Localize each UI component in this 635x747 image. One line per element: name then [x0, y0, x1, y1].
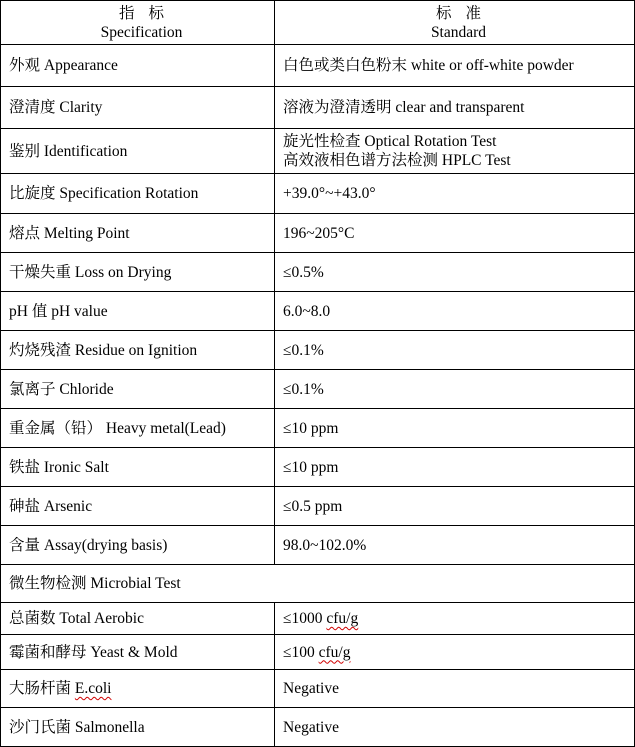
- microbial-test-heading: 微生物检测 Microbial Test: [1, 565, 635, 603]
- standard-cell: Negative: [275, 670, 635, 708]
- standard-cell: +39.0°~+43.0°: [275, 174, 635, 214]
- table-row: [1, 174, 635, 214]
- spec-cell: 沙门氏菌 Salmonella: [1, 708, 275, 747]
- section-heading-row: [1, 565, 635, 603]
- standard-cell: 6.0~8.0: [275, 292, 635, 331]
- spec-cell: 重金属（铅） Heavy metal(Lead): [1, 409, 275, 448]
- standard-header: [275, 1, 635, 45]
- spec-cell: 干燥失重 Loss on Drying: [1, 253, 275, 292]
- table-header-row: [1, 1, 635, 45]
- standard-cell: 白色或类白色粉末 white or off-white powder: [275, 45, 635, 87]
- standard-cell: [275, 129, 635, 174]
- table-row: [1, 87, 635, 129]
- table-row: [1, 448, 635, 487]
- standard-cell: [275, 635, 635, 670]
- standard-cell: 98.0~102.0%: [275, 526, 635, 565]
- spec-cell: 澄清度 Clarity: [1, 87, 275, 129]
- table-row: [1, 214, 635, 253]
- spec-cell: pH 值 pH value: [1, 292, 275, 331]
- spec-zh: 大肠杆菌: [9, 680, 75, 697]
- standard-cell: ≤0.1%: [275, 331, 635, 370]
- spec-cell: 霉菌和酵母 Yeast & Mold: [1, 635, 275, 670]
- standard-line: 高效液相色谱方法检测 HPLC Test: [283, 152, 511, 169]
- standard-limit: ≤1000: [283, 610, 327, 627]
- standard-header-zh: 标准: [436, 4, 495, 22]
- spec-cell: 灼烧残渣 Residue on Ignition: [1, 331, 275, 370]
- specification-header-zh: 指标: [119, 4, 178, 22]
- standard-cell: 196~205°C: [275, 214, 635, 253]
- table-row: [1, 292, 635, 331]
- spec-cell: 砷盐 Arsenic: [1, 487, 275, 526]
- table-row: [1, 253, 635, 292]
- standard-cell: ≤10 ppm: [275, 409, 635, 448]
- table-row: [1, 526, 635, 565]
- spec-cell: [1, 670, 275, 708]
- standard-cell: Negative: [275, 708, 635, 747]
- table-row: [1, 603, 635, 635]
- table-row: [1, 487, 635, 526]
- table-row: [1, 670, 635, 708]
- standard-cell: 溶液为澄清透明 clear and transparent: [275, 87, 635, 129]
- specification-header-en: Specification: [100, 23, 183, 41]
- spec-cell: 熔点 Melting Point: [1, 214, 275, 253]
- table-row: [1, 129, 635, 174]
- unit-cfu: cfu/g: [318, 643, 351, 661]
- standard-cell: ≤10 ppm: [275, 448, 635, 487]
- specification-header: [1, 1, 275, 45]
- table-row: [1, 331, 635, 370]
- standard-limit: ≤100: [283, 643, 319, 661]
- table-row: [1, 45, 635, 87]
- spec-cell: 含量 Assay(drying basis): [1, 526, 275, 565]
- spec-en: E.coli: [74, 680, 112, 697]
- standard-cell: ≤0.5 ppm: [275, 487, 635, 526]
- table-row: [1, 409, 635, 448]
- standard-header-en: Standard: [430, 23, 487, 41]
- table-row: [1, 370, 635, 409]
- table-row: [1, 708, 635, 747]
- spec-cell: 铁盐 Ironic Salt: [1, 448, 275, 487]
- standard-cell: ≤0.5%: [275, 253, 635, 292]
- spec-cell: 比旋度 Specification Rotation: [1, 174, 275, 214]
- standard-cell: [275, 603, 635, 635]
- spec-cell: 鉴别 Identification: [1, 129, 275, 174]
- standard-line: 旋光性检查 Optical Rotation Test: [283, 133, 497, 150]
- table-row: [1, 635, 635, 670]
- unit-cfu: cfu/g: [326, 610, 359, 627]
- spec-cell: 外观 Appearance: [1, 45, 275, 87]
- spec-cell: 氯离子 Chloride: [1, 370, 275, 409]
- spec-cell: 总菌数 Total Aerobic: [1, 603, 275, 635]
- standard-cell: ≤0.1%: [275, 370, 635, 409]
